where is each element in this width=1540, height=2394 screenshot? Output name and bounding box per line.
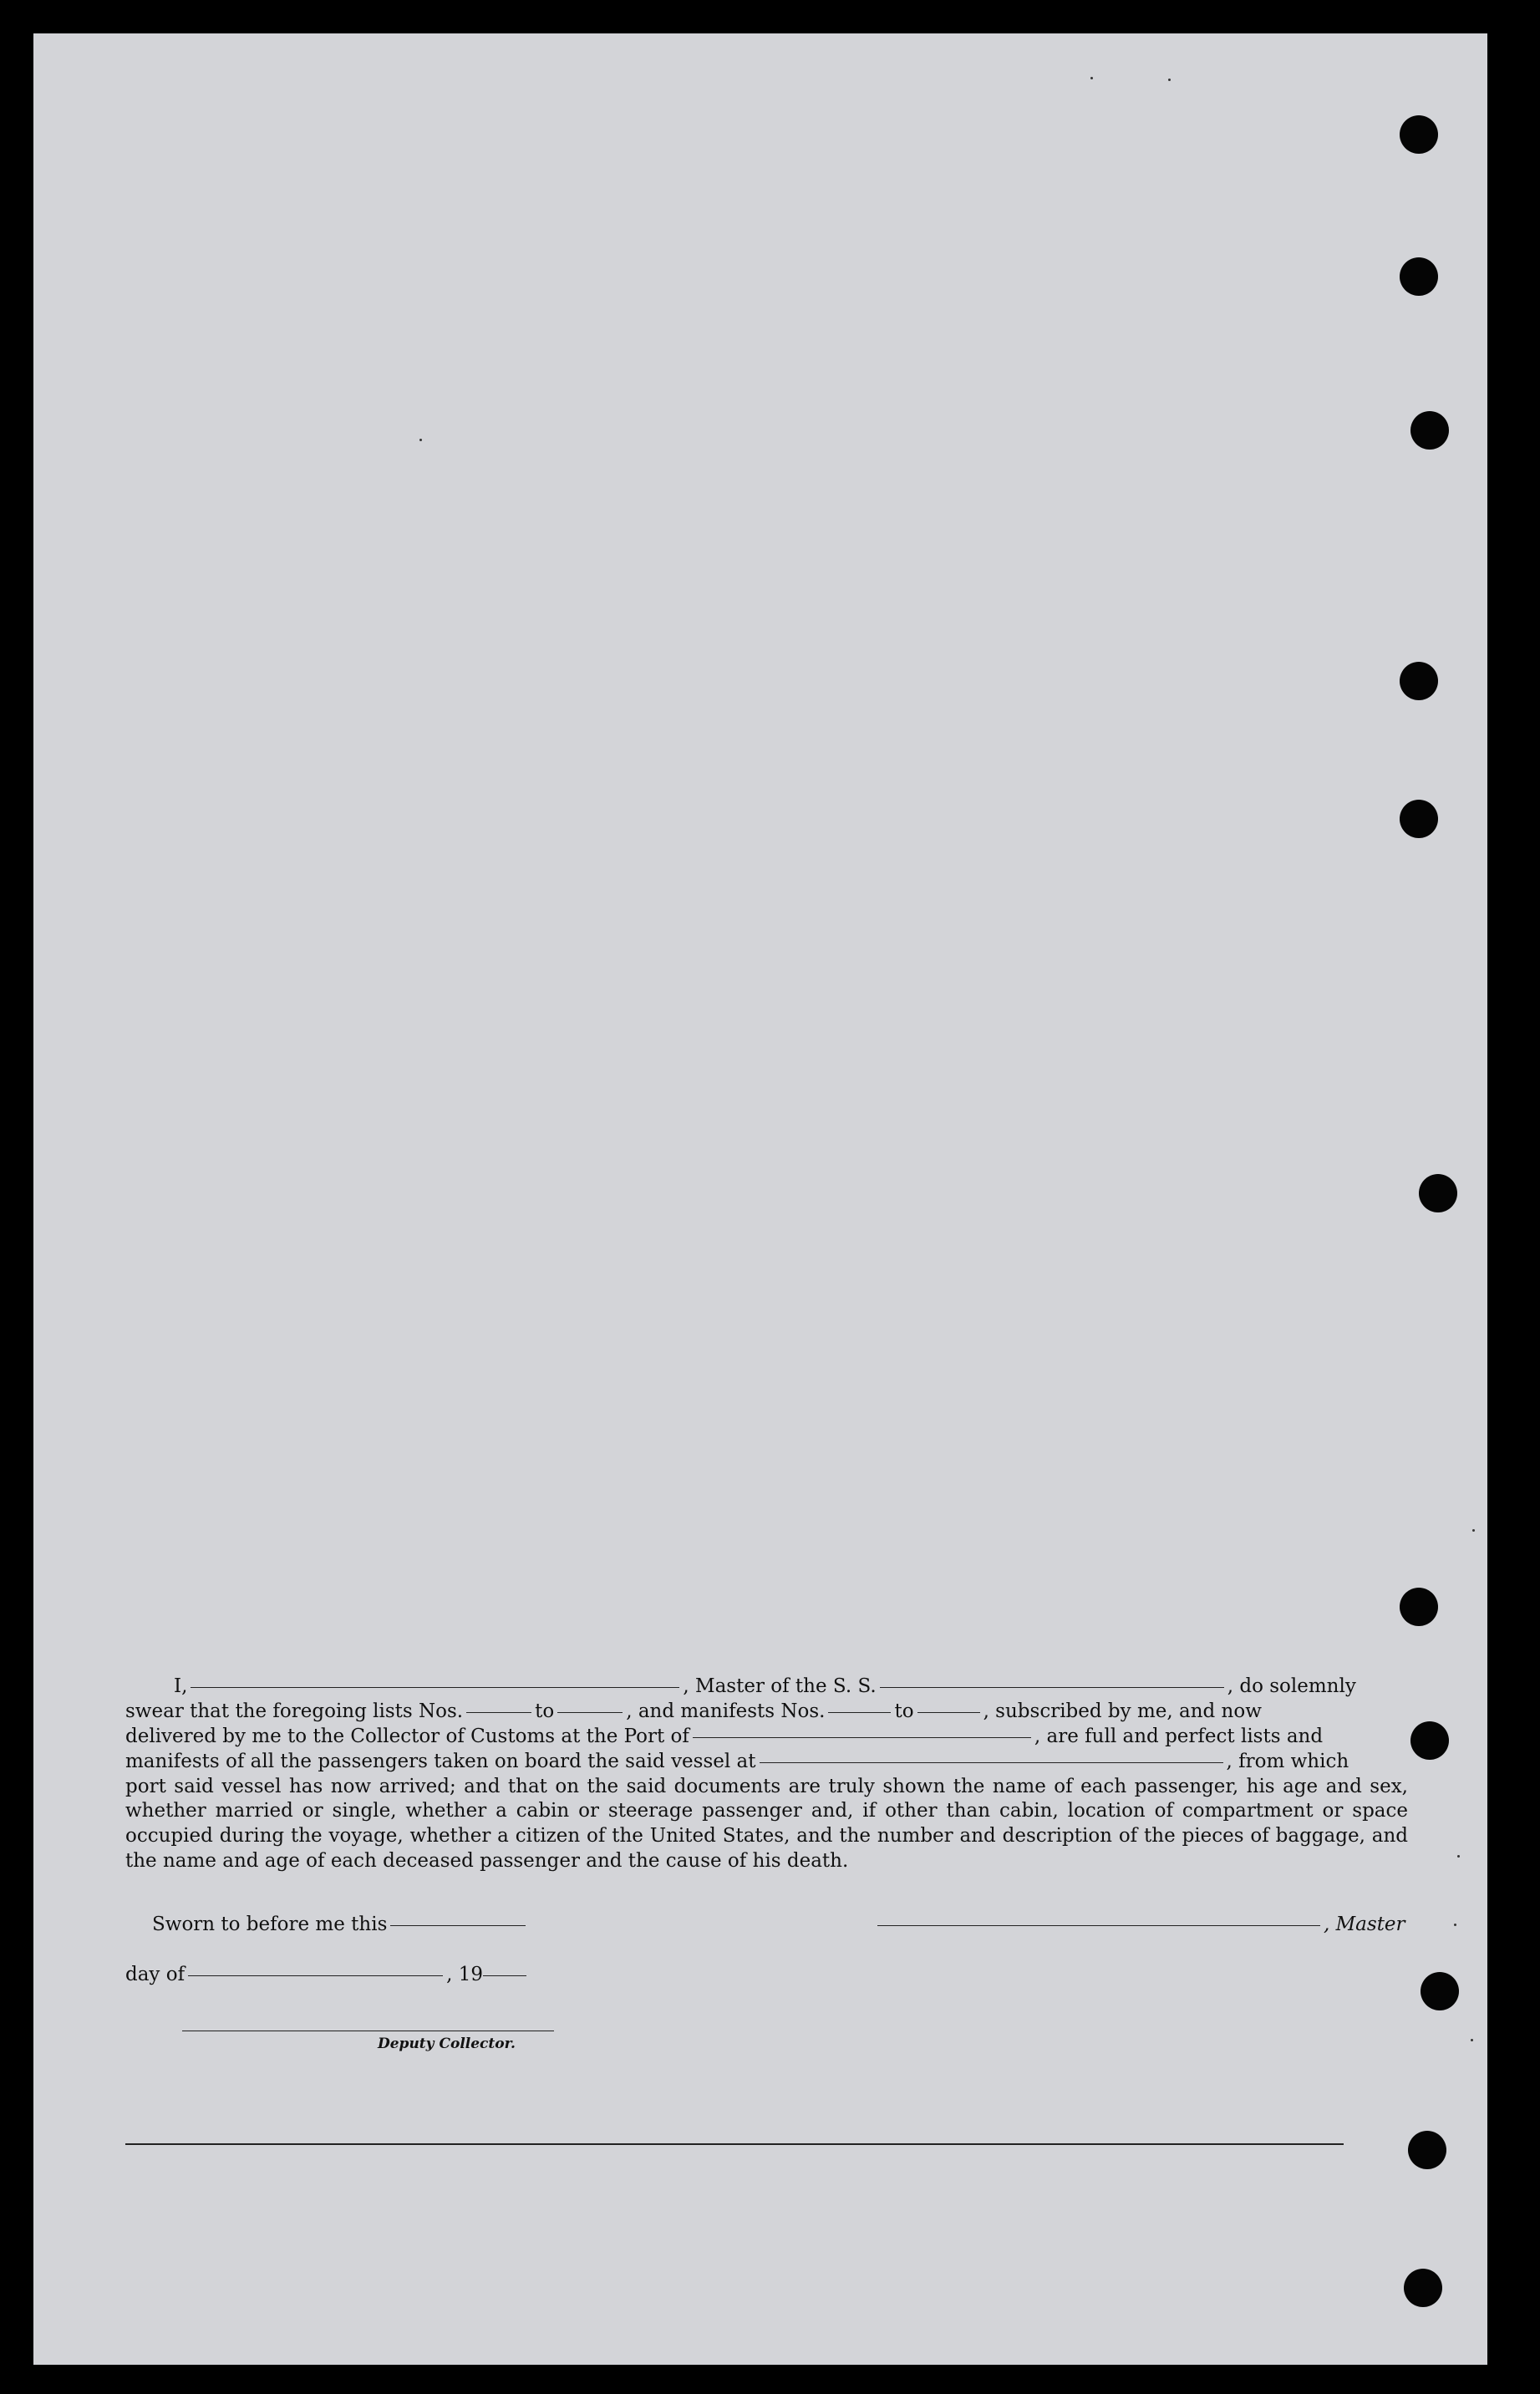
oath-are-full: , are full and perfect lists and [1034, 1725, 1324, 1747]
month-field[interactable] [188, 1975, 443, 1976]
speck [419, 439, 422, 441]
master-name-field[interactable] [191, 1687, 679, 1688]
oath-to-1: to [535, 1700, 555, 1722]
punch-hole-2 [1400, 257, 1438, 296]
master-signature-field[interactable] [877, 1925, 1320, 1926]
punch-hole-7 [1400, 1588, 1438, 1626]
year-prefix: , 19 [446, 1964, 483, 1985]
lists-to-field[interactable] [557, 1712, 623, 1713]
oath-master-of-ss: , Master of the S. S. [683, 1675, 877, 1697]
master-signature-row [874, 1914, 1405, 1935]
oath-to-2: to [894, 1700, 914, 1722]
bottom-rule [125, 2143, 1344, 2145]
oath-delivered: delivered by me to the Collector of Customs at the Port of [125, 1725, 689, 1747]
oath-and-manifests: , and manifests Nos. [626, 1700, 826, 1722]
punch-hole-11 [1404, 2269, 1442, 2307]
year-field[interactable] [483, 1975, 526, 1976]
speck [1090, 77, 1093, 79]
punch-hole-3 [1410, 411, 1449, 450]
punch-hole-9 [1421, 1972, 1459, 2010]
oath-do-solemnly: , do solemnly [1227, 1675, 1356, 1697]
sworn-row [152, 1914, 529, 1935]
punch-hole-6 [1419, 1174, 1457, 1212]
speck [1457, 1855, 1460, 1858]
punch-hole-8 [1410, 1721, 1449, 1760]
speck [1454, 1924, 1456, 1926]
form-page [33, 33, 1487, 2365]
port-of-departure-field[interactable] [760, 1762, 1223, 1763]
deputy-collector-label: Deputy Collector. [378, 2036, 516, 2052]
punch-hole-4 [1400, 662, 1438, 700]
lists-from-field[interactable] [466, 1712, 531, 1713]
speck [1471, 2039, 1473, 2041]
oath-manifests-all: manifests of all the passengers taken on board the said vessel at [125, 1750, 756, 1772]
manifests-to-field[interactable] [917, 1712, 980, 1713]
oath-swear-lists: swear that the foregoing lists Nos. [125, 1700, 464, 1722]
speck [1472, 1529, 1475, 1532]
ship-name-field[interactable] [880, 1687, 1224, 1688]
punch-hole-1 [1400, 115, 1438, 154]
port-field[interactable] [693, 1737, 1031, 1738]
sworn-day-field[interactable] [390, 1925, 526, 1926]
punch-hole-5 [1400, 800, 1438, 838]
oath-from-which: , from which [1226, 1750, 1349, 1772]
day-of-row [125, 1964, 530, 1985]
oath-body-text: port said vessel has now arrived; and that on the said documents are truly shown the name of each passenger, his age and sex, whether married or single, whether a cabin or steerage passenger and, if other than cabin, location of compartment or space occupied during the voyage, whether a citizen of the United States, and the number and description of the pieces of baggage, and the name and age of each deceased passenger and the cause of his death. [125, 1775, 1408, 1873]
speck [1168, 79, 1171, 81]
master-label: , Master [1324, 1914, 1405, 1935]
day-of-label: day of [125, 1964, 186, 1985]
punch-hole-10 [1408, 2131, 1446, 2169]
oath-paragraph [125, 1675, 1408, 1874]
oath-subscribed: , subscribed by me, and now [983, 1700, 1262, 1722]
manifests-from-field[interactable] [828, 1712, 891, 1713]
sworn-label: Sworn to before me this [152, 1914, 388, 1935]
oath-i: I, [174, 1675, 188, 1697]
